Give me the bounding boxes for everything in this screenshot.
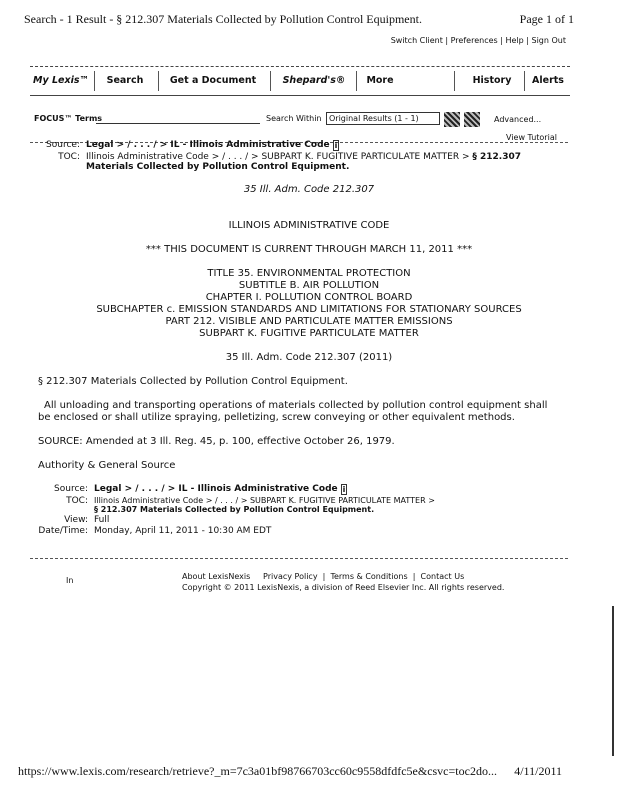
advanced-link[interactable]: Advanced... [494, 115, 542, 124]
toc-current: § 212.307 Materials Collected by Pollution Control Equipment. [86, 152, 522, 172]
tab-shepards[interactable]: Shepard's® [282, 75, 346, 86]
toc-label: TOC: [58, 152, 80, 162]
hierarchy-subpart: SUBPART K. FUGITIVE PARTICULATE MATTER [199, 328, 419, 339]
tab-my-lexis[interactable]: My Lexis™ [33, 75, 89, 86]
focus-label: FOCUS™ Terms [34, 114, 103, 123]
view-label: View: [64, 515, 88, 525]
body-line-1: All unloading and transporting operations of materials collected by pollution control equipment shall [44, 400, 548, 411]
search-scope-select[interactable]: Original Results (1 - 1) [326, 112, 440, 125]
footer-toc-label: TOC: [66, 496, 88, 506]
print-page-number: Page 1 of 1 [519, 12, 574, 26]
privacy-link[interactable]: Privacy Policy [263, 572, 318, 581]
tab-search[interactable]: Search [106, 75, 144, 86]
print-title: Search - 1 Result - § 212.307 Materials Collected by Pollution Control Equipment. [24, 12, 422, 26]
switch-client-link[interactable]: Switch Client [390, 36, 443, 45]
hierarchy-subtitle: SUBTITLE B. AIR POLLUTION [238, 280, 380, 291]
footer-source-label: Source: [54, 484, 88, 494]
hierarchy-chapter: CHAPTER I. POLLUTION CONTROL BOARD [205, 292, 413, 303]
hierarchy-part: PART 212. VISIBLE AND PARTICULATE MATTER EMISSIONS [165, 316, 453, 327]
page-edge-rule [612, 606, 614, 756]
help-icon[interactable] [464, 112, 480, 127]
print-date: 4/11/2011 [514, 764, 562, 778]
date-label: Date/Time: [38, 526, 88, 536]
footer-info-icon[interactable]: i [342, 485, 346, 494]
help-link[interactable]: Help [505, 36, 524, 45]
footer-source-value[interactable]: Legal > / . . . / > IL - Illinois Administrative Code [94, 484, 338, 494]
print-url: https://www.lexis.com/research/retrieve?_m=7c3a01bf98766703cc60c9558dfdfc5e&csvc=toc2do... [18, 764, 497, 778]
contact-link[interactable]: Contact Us [420, 572, 465, 581]
focus-terms-input[interactable] [96, 112, 260, 124]
info-icon[interactable]: i [334, 141, 338, 150]
site-footer-links: About LexisNexis Privacy Policy | Terms & Conditions | Contact Us [182, 572, 465, 581]
lexisnexis-logo: In [66, 576, 74, 585]
tab-get-document[interactable]: Get a Document [169, 75, 257, 86]
body-line-2: be enclosed or shall utilize spraying, pelletizing, screw conveying or other equivalent methods. [38, 412, 515, 423]
source-note: SOURCE: Amended at 3 Ill. Reg. 45, p. 100, effective October 26, 1979. [38, 436, 395, 447]
footer-toc-path[interactable]: Illinois Administrative Code > / . . . / > SUBPART K. FUGITIVE PARTICULATE MATTER > [94, 496, 435, 505]
hierarchy-subchapter: SUBCHAPTER c. EMISSION STANDARDS AND LIMITATIONS FOR STATIONARY SOURCES [96, 304, 522, 315]
source-block [38, 140, 566, 173]
footer-toc-current: § 212.307 Materials Collected by Pollution Control Equipment. [94, 505, 375, 514]
main-nav [30, 66, 570, 96]
tab-history[interactable]: History [472, 75, 512, 86]
authority-link[interactable]: Authority & General Source [38, 460, 176, 471]
doc-heading: ILLINOIS ADMINISTRATIVE CODE [228, 220, 390, 231]
view-tutorial-link[interactable]: View Tutorial [506, 133, 557, 142]
search-within-label: Search Within [266, 114, 322, 123]
date-value: Monday, April 11, 2011 - 10:30 AM EDT [94, 526, 272, 536]
copyright: Copyright © 2011 LexisNexis, a division of Reed Elsevier Inc. All rights reserved. [182, 583, 505, 592]
citation-year: 35 Ill. Adm. Code 212.307 (2011) [225, 352, 393, 363]
terms-link[interactable]: Terms & Conditions [330, 572, 408, 581]
source-value[interactable]: Legal > / . . . / > IL - Illinois Administrative Code [86, 140, 330, 150]
focus-search-bar [34, 112, 574, 132]
sign-out-link[interactable]: Sign Out [531, 36, 566, 45]
about-link[interactable]: About LexisNexis [182, 572, 251, 581]
source-label: Source: [46, 140, 80, 150]
currency-notice: *** THIS DOCUMENT IS CURRENT THROUGH MARCH 11, 2011 *** [145, 244, 473, 255]
citation-italic: 35 Ill. Adm. Code 212.307 [243, 184, 375, 195]
section-title: § 212.307 Materials Collected by Pollution Control Equipment. [38, 376, 348, 387]
view-value: Full [94, 515, 110, 525]
go-icon[interactable] [444, 112, 460, 127]
toc-path[interactable]: Illinois Administrative Code > / . . . / > SUBPART K. FUGITIVE PARTICULATE MATTER > [86, 152, 470, 162]
preferences-link[interactable]: Preferences [450, 36, 498, 45]
hierarchy-title: TITLE 35. ENVIRONMENTAL PROTECTION [207, 268, 411, 279]
tab-alerts[interactable]: Alerts [532, 75, 564, 86]
footer-source-block [30, 484, 494, 537]
tab-more[interactable]: More [366, 75, 394, 86]
utility-links: Switch Client | Preferences | Help | Sign Out [390, 36, 566, 45]
